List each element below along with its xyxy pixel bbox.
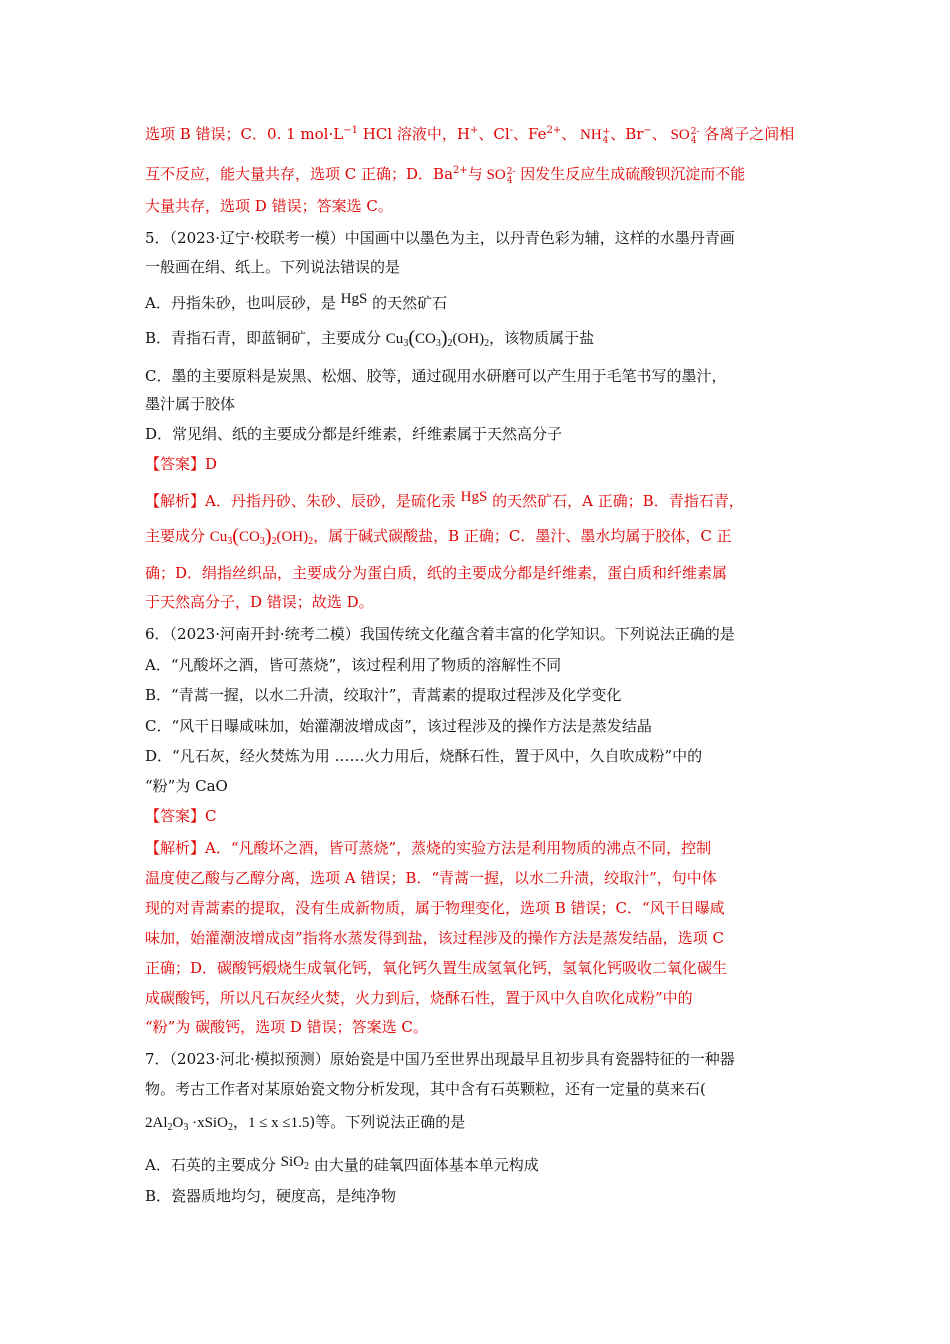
question-5-answer: 【答案】D: [145, 455, 218, 473]
so4-charge-2: 2- 4: [506, 167, 516, 186]
question-7-option-a: A．石英的主要成分 SiO$_2$ 由大量的硅氧四面体基本单元构成: [145, 1154, 539, 1174]
question-6-explanation-line-6: 成碳酸钙，所以凡石灰经火焚，火力到后，烧酥石性，置于风中久自吹化成粉”中的: [145, 989, 693, 1007]
question-7-option-b: B．瓷器质地均匀，硬度高，是纯净物: [145, 1187, 397, 1205]
question-7-stem-line-3: $2Al_2O_3$ ·xSiO$_2$，1 ≤ x ≤1.5)等。下列说法正确的是: [145, 1113, 466, 1133]
question-6-explanation-line-5: 正确；D．碳酸钙煅烧生成氧化钙，氧化钙久置生成氢氧化钙，氢氧化钙吸收二氧化碳生: [145, 959, 728, 977]
question-6-explanation-line-1: 【解析】A．“凡酸坏之酒，皆可蒸烧”，蒸烧的实验方法是利用物质的沸点不同，控制: [145, 839, 712, 857]
question-5-option-c-line-2: 墨汁属于胶体: [145, 395, 236, 413]
question-6-option-d-line-1: D．“凡石灰，经火焚炼为用 ……火力用后，烧酥石性，置于风中，久自吹成粉”中的: [145, 747, 703, 765]
question-6-option-b: B．“青蒿一握，以水二升渍，绞取汁”，青蒿素的提取过程涉及化学变化: [145, 686, 622, 704]
question-6-explanation-line-4: 味加，始灌潮波增成卤”指将水蒸发得到盐，该过程涉及的操作方法是蒸发结晶，选项 C: [145, 929, 724, 947]
question-5-explanation-line-1: 【解析】A．丹指丹砂、朱砂、辰砂，是硫化汞 HgS 的天然矿石，A 正确；B．青指石青，: [145, 489, 744, 510]
question-5-option-c-line-1: C．墨的主要原料是炭黑、松烟、胶等，通过砚用水研磨可以产生用于毛笔书写的墨汁，: [145, 367, 727, 385]
question-5-option-b: B．青指石青，即蓝铜矿，主要成分 $Cu_3(CO_3)_2(OH)_2$，该物质属于盐: [145, 327, 595, 349]
question-6-explanation-line-7: “粉”为 碳酸钙，选项 D 错误；答案选 C。: [145, 1018, 428, 1036]
question-7-stem-line-1: 7．（2023·河北·模拟预测）原始瓷是中国乃至世界出现最早且初步具有瓷器特征的一种器: [145, 1050, 735, 1068]
prev-explanation-line-2: 互不反应，能大量共存，选项 C 正确；D．$Ba^{2+}$与 SO 2- 4 因发生反应生成硫酸钡沉淀而不能: [145, 165, 746, 186]
question-5-explanation-line-3: 确；D．绢指丝织品，主要成分为蛋白质，纸的主要成分都是纤维素，蛋白质和纤维素属: [145, 564, 728, 582]
nh4-charge: + 4: [602, 127, 611, 146]
question-5-stem-line-2: 一般画在绢、纸上。下列说法错误的是: [145, 258, 401, 276]
so4-charge: 2- 4: [690, 127, 700, 146]
formula-azurite: $Cu_3(CO_3)_2(OH)_2$: [385, 327, 490, 349]
formula-mullite: $2Al_2O_3$ ·xSiO$_2$，1 ≤ x ≤1.5: [145, 1115, 310, 1133]
question-6-answer: 【答案】C: [145, 807, 217, 825]
question-5-explanation-line-4: 于天然高分子，D 错误；故选 D。: [145, 593, 374, 611]
formula-azurite-2: $Cu_3(CO_3)_2(OH)_2$: [209, 525, 314, 547]
question-6-explanation-line-2: 温度使乙酸与乙醇分离，选项 A 错误；B．“青蒿一握，以水二升渍，绞取汁”，句中体: [145, 869, 717, 887]
question-6-option-c: C．“风干日曝咸味加，始灌潮波增成卤”，该过程涉及的操作方法是蒸发结晶: [145, 717, 652, 735]
question-6-stem: 6．（2023·河南开封·统考二模）我国传统文化蕴含着丰富的化学知识。下列说法正确的是: [145, 625, 735, 643]
prev-explanation-line-1: 选项 B 错误；C．0. 1 $mol\cdot L^{-1}$ HCl 溶液中，H+、Cl-、$Fe^{2+}$、 NH + 4 、Br−、 SO 2- 4 各离子之间相: [145, 125, 795, 146]
question-7-stem-line-2: 物。考古工作者对某原始瓷文物分析发现，其中含有石英颗粒，还有一定量的莫来石(: [145, 1080, 706, 1098]
formula-sio2: SiO$_2$: [280, 1154, 309, 1172]
question-6-explanation-line-3: 现的对青蒿素的提取，没有生成新物质，属于物理变化，选项 B 错误；C．“风干日曝咸: [145, 899, 725, 917]
prev-explanation-line-3: 大量共存，选项 D 错误；答案选 C。: [145, 197, 393, 215]
question-5-option-a: A．丹指朱砂，也叫辰砂，是 HgS 的天然矿石: [145, 291, 448, 312]
question-6-option-d-line-2: “粉”为 CaO: [145, 777, 228, 795]
question-5-stem-line-1: 5．（2023·辽宁·校联考一模）中国画中以墨色为主，以丹青色彩为辅，这样的水墨丹青画: [145, 229, 735, 247]
question-6-option-a: A．“凡酸坏之酒，皆可蒸烧”，该过程利用了物质的溶解性不同: [145, 656, 562, 674]
question-5-option-d: D．常见绢、纸的主要成分都是纤维素，纤维素属于天然高分子: [145, 425, 563, 443]
question-5-explanation-line-2: 主要成分 $Cu_3(CO_3)_2(OH)_2$，属于碱式碳酸盐，B 正确；C．墨汁、墨水均属于胶体，C 正: [145, 525, 732, 547]
